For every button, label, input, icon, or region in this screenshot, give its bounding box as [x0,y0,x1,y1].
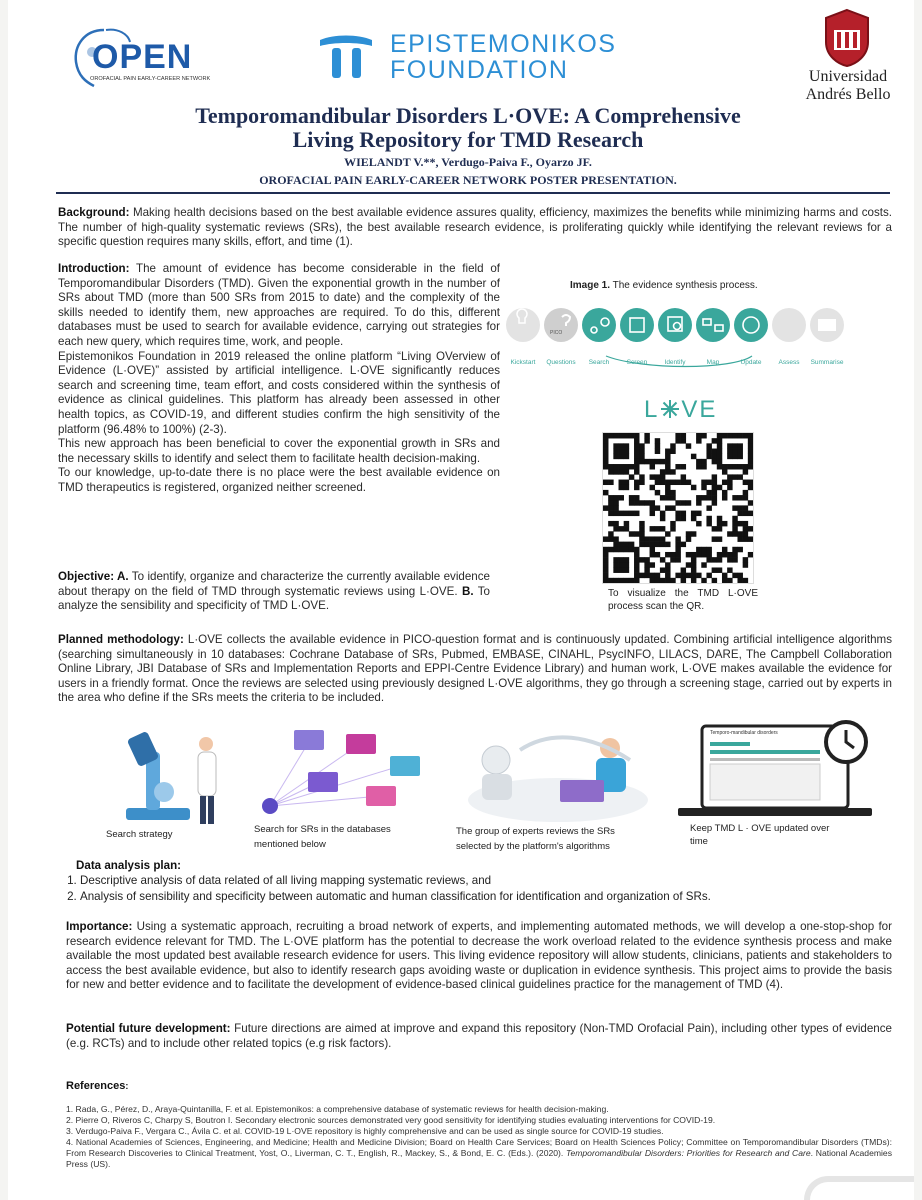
unab-text-2: Andrés Bello [805,86,891,103]
references-label: References [66,1080,126,1092]
qr-caption: To visualize the TMD L·OVE process scan the QR. [608,588,758,612]
methodology-label: Planned methodology: [58,633,184,646]
references-colon: : [125,1081,129,1091]
introduction-section [58,262,500,496]
step-label-questions: Questions [546,359,576,366]
step-label-map: Map [706,359,720,366]
step-label-assess: Assess [778,359,800,366]
poster [8,0,914,1200]
title-line-1: Temporomandibular Disorders L·OVE: A Comprehensive [195,103,741,128]
open-logo [66,22,211,90]
importance-label: Importance: [66,920,133,933]
background-label: Background: [58,206,130,219]
image1-caption-text: The evidence synthesis process. [610,280,758,291]
epistemonikos-text-1: EPISTEMONIKOS [390,30,617,58]
illustration-experts [460,720,656,824]
introduction-p3: This new approach has been beneficial to cover the exponential growth in SRs and the necessary skills to identify and select them to facilitate health decision-making. [58,437,500,465]
data-analysis-label: Data analysis plan: [76,859,182,872]
unab-logo [788,8,908,104]
reference-4-text: 4. National Academies of Sciences, Engineering, and Medicine; Health and Medicine Division; Board on Health Care Services; Board on Health Sciences Policy; Committee on Temporomandibular Disorders (TMDs): From Research Discoveries to Clinical Treatment, Yost, O., Liverman, C. T., English, R., Mackey, S., & Bond, E. C. (Eds.). (2020). [66,1137,892,1158]
open-logo-subtitle: OROFACIAL PAIN EARLY-CAREER NETWORK [90,76,211,82]
methodology-text: L·OVE collects the available evidence in PICO-question format and is continuously updated. Combining artificial intelligence algorithms (searching simultaneously in 10 databases: Cochrane Database of SRs, Pubmed, EMBASE, CINAHL, PsycINFO, LILACS, DARE, The Campbell Collaboration Online Library, JBI Database of SRs and Implementation Reports and EPPI-Centre Evidence Library) and human work, L·OVE makes available the evidence for users in a friendly format. Once the reviews are selected using previously designed L·OVE algorithms, they go through a screening stage, carried out by experts in the area who define if the SRs meets the criteria to be included. [58,633,893,705]
unab-shield-icon [822,8,872,68]
step-label-identify: Identify [664,359,686,366]
qr-code-icon [603,433,753,583]
reference-4-title: Temporomandibular Disorders: Priorities for Research and Care [563,1148,811,1158]
references-section [66,1080,892,1170]
illustration-laptop [674,720,878,820]
step-label-kickstart: Kickstart [510,359,536,366]
reference-item: 2. Pierre O, Riveros C, Charpy S, Boutron I. Secondary electronic sources demonstrated very good sensitivity for identifying studies evaluating interventions for COVID-19. [66,1115,716,1125]
illustration-search-strategy [104,722,234,830]
title-line-2: Living Repository for TMD Research [292,127,644,152]
illustration-search-databases [250,726,430,822]
reference-item-4 [66,1137,892,1170]
databases-network-icon [250,726,430,822]
step-label-summarise: Summarise [810,359,844,366]
introduction-p4: To our knowledge, up-to-date there is no place were the best available evidence on TMD therapeutics is registered, organized neither screened. [58,466,500,494]
network-line: OROFACIAL PAIN EARLY-CAREER NETWORK POSTER PRESENTATION. [259,173,677,187]
step-label-screen: Screen [626,359,648,366]
caption-laptop: Keep TMD L · OVE updated over time [690,823,830,847]
step-label-update: Update [740,359,762,366]
poster-title [148,104,788,152]
objective-b-text: To analyze the sensibility and specificity of TMD L·OVE. [58,584,490,613]
objective-a-text: To identify, organize and characterize the currently available evidence about therapy on the field of TMD through systematic reviews using L·OVE. [58,570,490,598]
caption-search-databases: Search for SRs in the databases mentioned below [254,824,391,850]
importance-text: Using a systematic approach, recruiting a broad network of experts, and implementing automated methods, we will develop a one-stop-shop for research evidence relevant for TMD. The L·OVE platform has the potential to decrease the work overload related to the evidence synthesis process and make available the most updated best available research evidence for users. This living evidence repository will allow students, clinicians, patients and stakeholders to access the best available evidence, but also to identify research gaps avoiding waste or duplication in evidence synthesis. This project aims to provide the basis for new and better evidence and to facilitate the development of evidence-based clinical guidelines practice for the management of TMD (4). [66,920,892,992]
experts-review-icon [460,720,656,824]
objective-b-label: B. [457,584,474,598]
love-snowflake-icon [660,399,680,419]
reference-item: 3. Verdugo-Paiva F., Vergara C., Ávila C. et al. COVID-19 L·OVE repository is highly comprehensive and can be used as single source for COVID-19 studies. [66,1126,664,1136]
qr-code[interactable] [602,432,754,584]
microscope-icon [104,722,234,830]
step-label-search: Search [588,359,610,366]
unab-text-1: Universidad [808,68,888,85]
love-logo-ve: VE [681,396,718,423]
laptop-screen-title: Temporo-mandibular disorders [710,730,778,736]
pico-label: PICO [550,330,563,336]
love-logo [644,396,734,426]
image1-label: Image 1. [570,280,611,291]
reference-4-publisher: . National Academies Press (US). [66,1148,893,1169]
objective-a-label: A. [114,570,129,583]
epistemonikos-logo [316,28,617,84]
data-analysis-item: 1. Descriptive analysis of data related of all living mapping systematic reviews, and [80,874,892,889]
synthesis-process-diagram [502,304,854,374]
data-analysis-list [66,874,892,904]
data-analysis-item: 2. Analysis of sensibility and specificity between automatic and human classification for identification and organization of SRs. [80,890,892,905]
methodology-section [58,633,892,706]
love-logo-l: L [644,396,660,423]
reference-item: 1. Rada, G., Pérez, D., Araya-Quintanilla, F. et al. Epistemonikos: a comprehensive database of systematic reviews for health decision-making. [66,1104,609,1114]
open-logo-text: OPEN [92,38,193,76]
objective-label: Objective: [58,570,115,583]
future-text: Future directions are aimed at improve and expand this repository (Non-TMD Orofacial Pain), including other types of evidence (e.g. RCTs) and to include other related topics (e.g risk factors). [66,1022,892,1050]
introduction-p2: Epistemonikos Foundation in 2019 released the online platform “Living OVerview of Evidence (L·OVE)” assisted by artificial intelligence. L·OVE significantly reduces search and screening time, team effort, and costs considered within the synthesis of evidence as clinical guidelines. This platform has already been assessed in other health topics, as COVID-19, and different studies confirm the high sensitivity of the platform (96.48% to 100%) (2-3). [58,349,500,436]
header-divider [56,192,890,194]
image1-caption [570,279,810,293]
data-analysis-section [66,859,892,905]
authors: WIELANDT V.**, Verdugo-Paiva F., Oyarzo JF. [344,155,592,169]
epistemonikos-icon [316,30,376,82]
caption-search-strategy: Search strategy [106,829,173,840]
epistemonikos-text-2: FOUNDATION [390,56,569,84]
objective-section [58,570,490,614]
introduction-label: Introduction: [58,262,130,275]
caption-experts: The group of experts reviews the SRs selected by the platform's algorithms [456,826,615,852]
introduction-p1: The amount of evidence has become considerable in the field of Temporomandibular Disorders (TMD). Given the exponential growth in the number of SRs about TMD (more than 500 SRs from 2015 to date) and the complexity of the skills needed to identify them, new approaches are required. To do this, different databases must be used to search for available evidence, carrying out strategies for each new query, which requires time, work, and people. [58,262,500,348]
background-text: Making health decisions based on the best available evidence assures quality, efficiency, maximizes the benefits while minimizing harms and costs. The number of high-quality systematic reviews (SRs), the best available research evidence, is proliferating quickly while identifying the relevant reviews for a specific question requires many skills, effort, and time (1). [58,206,892,249]
corner-decoration [804,1176,914,1200]
future-section [66,1022,892,1051]
importance-section [66,920,892,993]
future-label: Potential future development: [66,1022,231,1035]
background-section [58,206,892,250]
